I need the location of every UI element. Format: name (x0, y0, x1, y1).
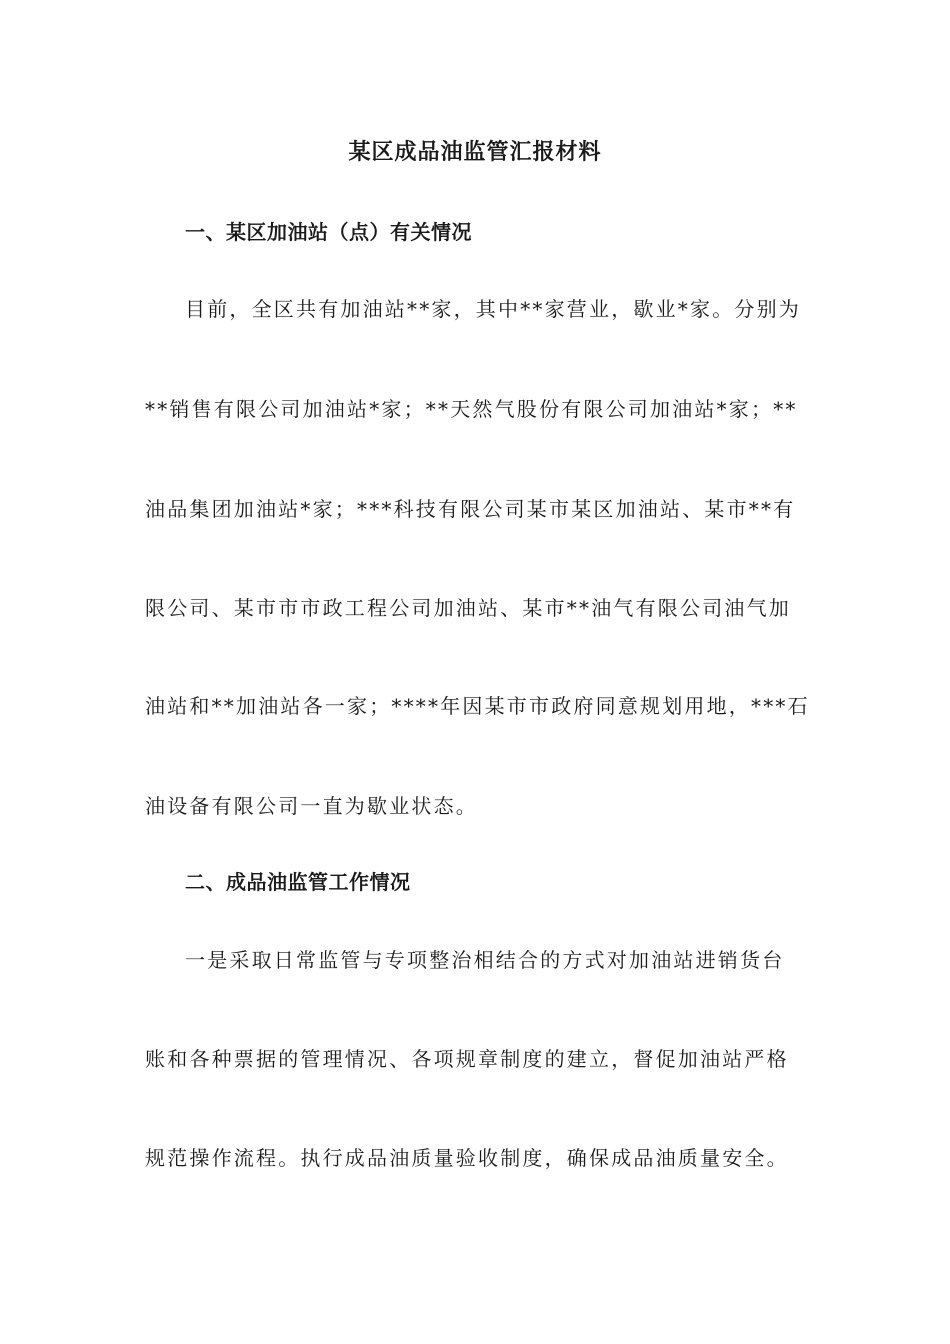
paragraph-line: 一是采取日常监管与专项整治相结合的方式对加油站进销货台 (185, 948, 785, 972)
paragraph-line: 油站和**加油站各一家；****年因某市市政府同意规划用地，***石 (145, 694, 810, 718)
section-1-heading: 一、某区加油站（点）有关情况 (185, 220, 472, 244)
document-title: 某区成品油监管汇报材料 (348, 139, 602, 165)
paragraph-line: 账和各种票据的管理情况、各项规章制度的建立，督促加油站严格 (145, 1047, 789, 1071)
section-2-heading: 二、成品油监管工作情况 (185, 870, 411, 894)
paragraph-line: 油设备有限公司一直为歇业状态。 (145, 794, 478, 818)
paragraph-line: 油品集团加油站*家；***科技有限公司某市某区加油站、某市**有 (145, 497, 796, 521)
paragraph-line: 规范操作流程。执行成品油质量验收制度，确保成品油质量安全。 (145, 1146, 789, 1170)
paragraph-line: 目前，全区共有加油站**家，其中**家营业，歇业*家。分别为 (185, 297, 801, 321)
paragraph-line: 限公司、某市市市政工程公司加油站、某市**油气有限公司油气加 (145, 596, 791, 620)
paragraph-line: **销售有限公司加油站*家；**天然气股份有限公司加油站*家；** (145, 397, 798, 421)
